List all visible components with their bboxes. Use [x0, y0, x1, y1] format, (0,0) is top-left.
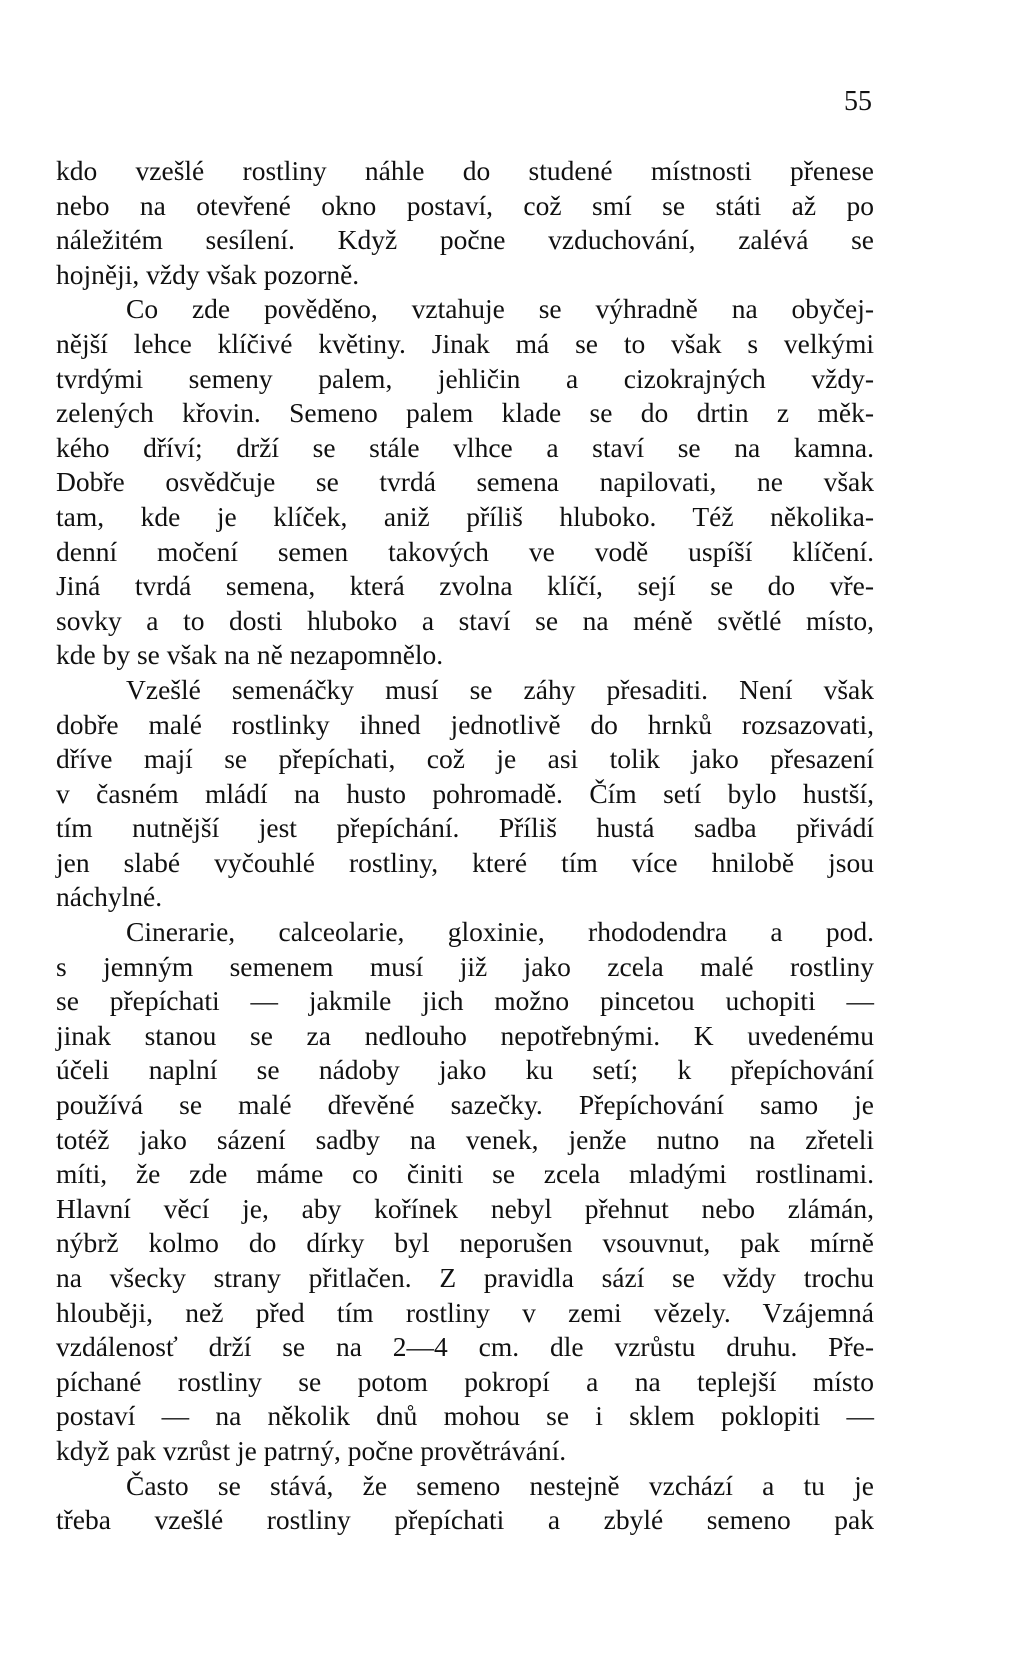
text-line: jen slabé vyčouhlé rostliny, které tím více hnilobě jsou: [56, 846, 874, 878]
text-line: Hlavní věcí je, aby kořínek nebyl přehnut nebo zlámán,: [56, 1192, 874, 1224]
text-line: tím nutnější jest přepíchání. Příliš hustá sadba přivádí: [56, 812, 874, 844]
text-line: s jemným semenem musí již jako zcela malé rostliny: [56, 950, 874, 982]
text-line: denní močení semen takových ve vodě uspíší klíčení.: [56, 535, 874, 567]
text-line: když pak vzrůst je patrný, počne provětrávání.: [56, 1434, 567, 1466]
text-line: zelených křovin. Semeno palem klade se do drtin z měk-: [56, 397, 874, 429]
text-line: účeli naplní se nádoby jako ku setí; k přepíchování: [56, 1054, 874, 1086]
text-line: používá se malé dřevěné sazečky. Přepíchování samo je: [56, 1089, 874, 1121]
text-line: kdo vzešlé rostliny náhle do studené místnosti přenese: [56, 155, 874, 186]
text-line: jinak stanou se za nedlouho nepotřebnými. K uvedenému: [56, 1019, 874, 1051]
text-line: kde by se však na ně nezapomnělo.: [56, 639, 444, 671]
text-line: v časném mládí na husto pohromadě. Čím setí bylo hustší,: [56, 777, 874, 809]
text-line: třeba vzešlé rostliny přepíchati a zbylé semeno pak: [56, 1504, 874, 1536]
text-line: tam, kde je klíček, aniž příliš hluboko. Též několika-: [56, 500, 874, 532]
text-line: kého dříví; drží se stále vlhce a staví se na kamna.: [56, 431, 874, 463]
text-line: hlouběji, než před tím rostliny v zemi vězely. Vzájemná: [56, 1296, 874, 1328]
text-line: nebo na otevřené okno postaví, což smí se státi až po: [56, 189, 874, 221]
text-line: Co zde pověděno, vztahuje se výhradně na obyčej-: [126, 293, 874, 325]
text-line: náchylné.: [56, 881, 163, 913]
text-line: náležitém sesílení. Když počne vzduchování, zalévá se: [56, 224, 874, 256]
text-line: sovky a to dosti hluboko a staví se na méně světlé místo,: [56, 604, 874, 636]
text-line: Vzešlé semenáčky musí se záhy přesaditi. Není však: [126, 673, 874, 705]
text-line: míti, že zde máme co činiti se zcela mladými rostlinami.: [56, 1158, 874, 1190]
text-line: se přepíchati — jakmile jich možno pincetou uchopiti —: [56, 985, 874, 1017]
text-line: Cinerarie, calceolarie, gloxinie, rhododendra a pod.: [126, 916, 874, 948]
text-line: Jiná tvrdá semena, která zvolna klíčí, sejí se do vře-: [56, 570, 874, 602]
text-line: tvrdými semeny palem, jehličin a cizokrajných vždy-: [56, 362, 874, 394]
text-line: hojněji, vždy však pozorně.: [56, 258, 360, 290]
page-number: 55: [844, 86, 872, 117]
text-line: nější lehce klíčivé květiny. Jinak má se to však s velkými: [56, 327, 874, 359]
text-line: vzdálenosť drží se na 2—4 cm. dle vzrůstu druhu. Pře-: [56, 1331, 874, 1363]
text-line: postaví — na několik dnů mohou se i sklem poklopiti —: [56, 1400, 874, 1432]
text-line: Často se stává, že semeno nestejně vzchází a tu je: [126, 1469, 874, 1501]
body-text: [56, 154, 874, 1538]
text-line: píchané rostliny se potom pokropí a na teplejší místo: [56, 1365, 874, 1397]
text-line: na všecky strany přitlačen. Z pravidla sází se vždy trochu: [56, 1262, 874, 1293]
text-line: nýbrž kolmo do dírky byl neporušen vsouvnut, pak mírně: [56, 1227, 874, 1259]
text-line: Dobře osvědčuje se tvrdá semena napilovati, ne však: [56, 466, 874, 498]
text-line: dříve mají se přepíchati, což je asi tolik jako přesazení: [56, 743, 874, 775]
text-line: totéž jako sázení sadby na venek, jenže nutno na zřeteli: [56, 1123, 874, 1155]
text-line: dobře malé rostlinky ihned jednotlivě do hrnků rozsazovati,: [56, 708, 874, 740]
